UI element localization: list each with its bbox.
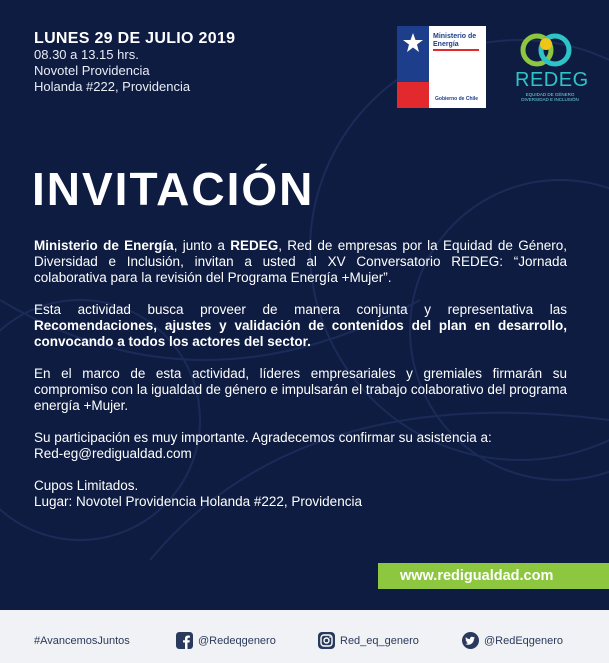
event-venue: Novotel Providencia <box>34 63 150 78</box>
redeg-emblem-icon <box>512 30 582 70</box>
gobierno-logo <box>397 26 486 108</box>
paragraph-notes: Cupos Limitados. Lugar: Novotel Providencia Holanda #222, Providencia <box>34 478 362 509</box>
instagram-handle[interactable]: Red_eq_genero <box>340 635 419 647</box>
coat-of-arms-icon <box>402 32 424 54</box>
redeg-logo <box>512 30 589 112</box>
footer <box>0 610 609 663</box>
redeg-logo-word: REDEG <box>515 69 589 91</box>
website-banner[interactable] <box>378 563 609 589</box>
facebook-handle[interactable]: @Redeqgenero <box>198 635 276 647</box>
instagram-icon[interactable] <box>318 632 335 649</box>
paragraph-rsvp: Su participación es muy importante. Agradecemos confirmar su asistencia a: Red-eg@redigualdad.com <box>34 430 492 461</box>
gobierno-logo-sub: Gobierno de Chile <box>435 96 479 102</box>
website-link[interactable]: www.redigualdad.com <box>400 568 554 584</box>
event-address: Holanda #222, Providencia <box>34 79 191 94</box>
paragraph-purpose: Esta actividad busca proveer de manera conjunta y representativa las Recomendaciones, ajustes y validación de contenidos del plan en desarrollo, convocando a todos los actores del sector. <box>34 302 567 349</box>
page-title: INVITACIÓN <box>32 163 315 215</box>
footer-hashtag: #AvancemosJuntos <box>34 635 130 647</box>
paragraph-framework: En el marco de esta actividad, líderes empresariales y gremiales firmarán su compromiso con la igualdad de género e impulsarán el trabajo colaborativo del programa energía +Mujer. <box>34 366 567 413</box>
gobierno-logo-name: Ministerio de Energía <box>433 33 477 48</box>
facebook-icon[interactable] <box>176 632 193 649</box>
twitter-handle[interactable]: @RedEqgenero <box>484 635 564 647</box>
rsvp-email-link[interactable]: Red-eg@redigualdad.com <box>34 446 192 461</box>
twitter-icon[interactable] <box>462 632 479 649</box>
invitation-body <box>34 238 567 526</box>
redeg-logo-tagline: EQUIDAD DE GÉNERO DIVERSIDAD E INCLUSIÓN <box>521 92 579 102</box>
event-date: LUNES 29 DE JULIO 2019 <box>34 30 236 47</box>
event-time: 08.30 a 13.15 hrs. <box>34 47 139 62</box>
paragraph-intro: Ministerio de Energía, junto a REDEG, Red de empresas por la Equidad de Género, Diversidad e Inclusión, invitan a usted al XV Conversatorio REDEG: “Jornada colaborativa para la revisión del Programa Energía +Mujer”. <box>34 238 567 285</box>
event-details <box>34 47 190 95</box>
